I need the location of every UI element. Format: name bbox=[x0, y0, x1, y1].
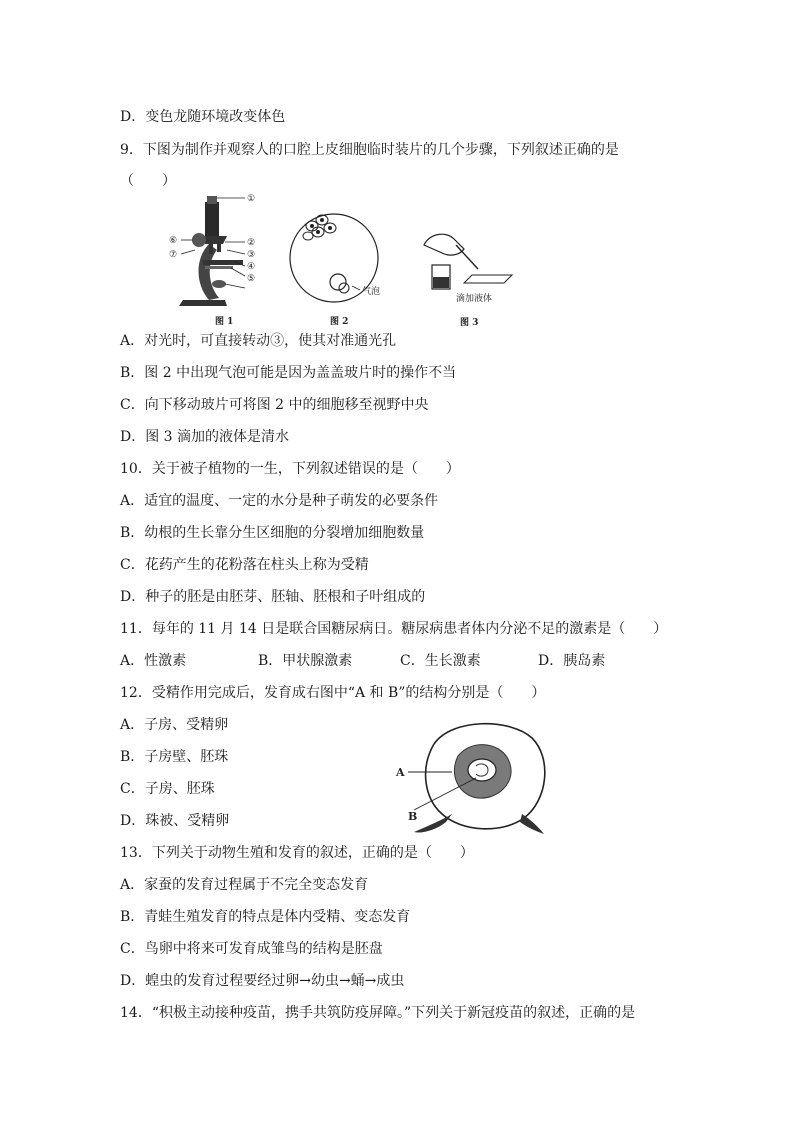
fig1-label-1: ① bbox=[247, 194, 256, 204]
q9-figure-3-drop-liquid bbox=[420, 205, 520, 329]
fig1-label-6: ⑥ bbox=[169, 236, 178, 246]
q9-stem: 9．下图为制作并观察人的口腔上皮细胞临时装片的几个步骤，下列叙述正确的是 bbox=[120, 142, 619, 158]
q11-option-d: D．胰岛素 bbox=[538, 653, 606, 669]
q12-option-d: D．珠被、受精卵 bbox=[120, 813, 230, 829]
q13-option-d: D．蝗虫的发育过程要经过卵→幼虫→蛹→成虫 bbox=[120, 973, 405, 989]
q12-stem: 12．受精作用完成后，发育成右图中“A 和 B”的结构分别是（ ） bbox=[120, 685, 546, 701]
fig1-label-4: ④ bbox=[247, 262, 256, 272]
q10-option-d: D．种子的胚是由胚芽、胚轴、胚根和子叶组成的 bbox=[120, 589, 426, 605]
fig1-label-2: ② bbox=[247, 238, 256, 248]
fig1-label-5: ⑤ bbox=[247, 274, 256, 284]
q12-figure-peach-section bbox=[392, 714, 552, 840]
fig2-bubble-label: 气泡 bbox=[362, 287, 381, 297]
q9-option-a: A．对光时，可直接转动③，使其对准通光孔 bbox=[120, 333, 397, 349]
peach-label-a: A bbox=[396, 766, 405, 779]
q10-option-a: A．适宜的温度、一定的水分是种子萌发的必要条件 bbox=[120, 493, 439, 509]
q9-figure-1-microscope bbox=[165, 188, 275, 328]
fig3-drop-label: 滴加液体 bbox=[456, 294, 493, 304]
q14-stem: 14．“积极主动接种疫苗，携手共筑防疫屏障。”下列关于新冠疫苗的叙述，正确的是 bbox=[120, 1005, 636, 1021]
peach-label-b: B bbox=[408, 810, 418, 823]
q11-stem: 11．每年的 11 月 14 日是联合国糖尿病日。糖尿病患者体内分泌不足的激素是（ ） bbox=[120, 621, 668, 637]
fig3-caption: 图 3 bbox=[460, 318, 479, 328]
q9-answer-paren: （ ） bbox=[120, 173, 176, 189]
q9-option-d: D．图 3 滴加的液体是清水 bbox=[120, 429, 290, 445]
q13-option-c: C．鸟卵中将来可发育成雏鸟的结构是胚盘 bbox=[120, 941, 383, 957]
q12-option-c: C．子房、胚珠 bbox=[120, 781, 215, 797]
q11-option-b: B．甲状腺激素 bbox=[258, 653, 353, 669]
q9-option-c: C．向下移动玻片可将图 2 中的细胞移至视野中央 bbox=[120, 397, 429, 413]
q13-stem: 13．下列关于动物生殖和发育的叙述，正确的是（ ） bbox=[120, 845, 474, 861]
q10-stem: 10．关于被子植物的一生，下列叙述错误的是（ ） bbox=[120, 461, 460, 477]
q11-option-a: A．性激素 bbox=[120, 653, 187, 669]
fig1-label-7: ⑦ bbox=[169, 250, 178, 260]
q9-option-b: B．图 2 中出现气泡可能是因为盖盖玻片时的操作不当 bbox=[120, 365, 457, 381]
q10-option-b: B．幼根的生长靠分生区细胞的分裂增加细胞数量 bbox=[120, 525, 425, 541]
prev-question-option-d: D．变色龙随环境改变体色 bbox=[120, 109, 286, 125]
q10-option-c: C．花药产生的花粉落在柱头上称为受精 bbox=[120, 557, 369, 573]
q13-option-a: A．家蚕的发育过程属于不完全变态发育 bbox=[120, 877, 369, 893]
fig1-caption: 图 1 bbox=[215, 317, 234, 327]
q12-option-b: B．子房壁、胚珠 bbox=[120, 749, 229, 765]
q12-option-a: A．子房、受精卵 bbox=[120, 717, 229, 733]
q9-figure-2-field-of-view bbox=[288, 200, 388, 328]
q11-option-c: C．生长激素 bbox=[400, 653, 481, 669]
q13-option-b: B．青蛙生殖发育的特点是体内受精、变态发育 bbox=[120, 909, 411, 925]
fig1-label-3: ③ bbox=[247, 250, 256, 260]
fig2-caption: 图 2 bbox=[330, 317, 349, 327]
